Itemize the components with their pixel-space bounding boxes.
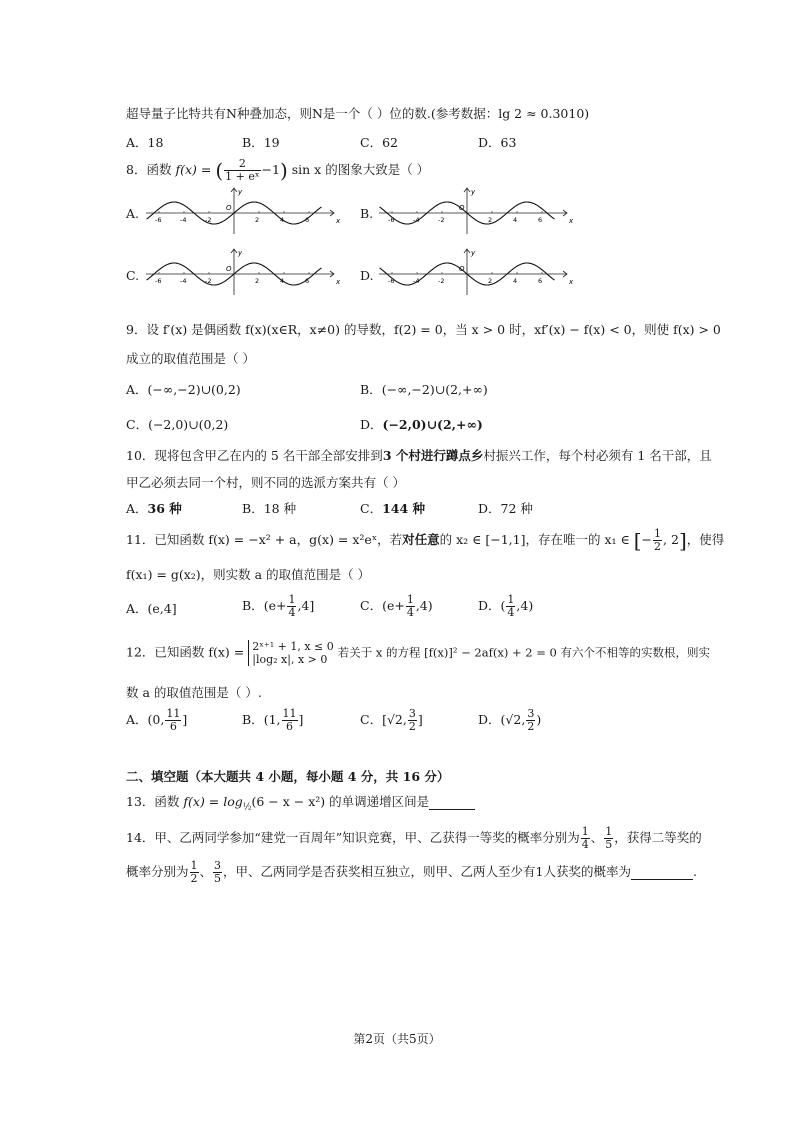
q12-stem-line1: 12．已知函数 f(x) = 2ˣ⁺¹ + 1, x ≤ 0 |log₂ x|, x > 0 若关于 x 的方程 [f(x)]² − 2af(x) + 2 = 0 有六个不相等的实数根，则实 bbox=[126, 640, 710, 666]
q12-option-c: C．[√2, $\frac{3}{2}$ ] bbox=[360, 707, 423, 733]
q8-graph-d bbox=[375, 247, 575, 297]
tick-label: 6 bbox=[305, 216, 310, 224]
q13-answer-blank[interactable] bbox=[429, 794, 475, 810]
tick-label: 6 bbox=[538, 277, 543, 285]
q11-option-b: B．(e+ $\frac{1}{4}$ ,4] bbox=[242, 593, 315, 619]
q13-stem: 13．函数 $f(x) = \log_{\frac{1}{2}}(6 - x - x^2)$ 的单调递增区间是 bbox=[126, 792, 475, 813]
q14-stem-line2: 概率分别为 $\frac{1}{2}$ 、 $\frac{3}{5}$ ，甲、乙两同学是否获奖相互独立，则甲、乙两人至少有1人获奖的概率为 . bbox=[126, 859, 697, 885]
q12-stem-line2: 数 a 的取值范围是（ ）. bbox=[126, 685, 262, 700]
q14-stem-line1: 14．甲、乙两同学参加“建党一百周年”知识竞赛，甲、乙获得一等奖的概率分别为 $\frac{1}{4}$ 、 $\frac{1}{5}$ ，获得二等奖的 bbox=[126, 825, 702, 851]
y-axis-label: y bbox=[238, 188, 243, 196]
q11-option-a: A．(e,4] bbox=[126, 601, 177, 616]
tick-label: 4 bbox=[280, 277, 285, 285]
q12-option-a: A．(0, $\frac{11}{6}$ ] bbox=[126, 707, 188, 733]
section-title-fill-in: 二、填空题（本大题共 4 小题，每小题 4 分，共 16 分） bbox=[126, 769, 450, 784]
q11-stem-line1: 11．已知函数 f(x) = −x² + a，g(x) = x²eˣ，若对任意的 x₂ ∈ [−1,1]，存在唯一的 x₁ ∈ [− $\frac{1}{2}$ , 2]，使得 bbox=[126, 527, 725, 553]
q7-stem: 超导量子比特共有N种叠加态，则N是一个（ ）位的数.(参考数据：lg 2 ≈ 0.3010) bbox=[126, 106, 590, 121]
q10-option-d: D．72 种 bbox=[478, 501, 533, 516]
q9-option-a: A．(−∞,−2)∪(0,2) bbox=[126, 382, 241, 397]
tick-label: -4 bbox=[180, 277, 187, 285]
y-axis-label: y bbox=[238, 249, 243, 257]
origin-label: O bbox=[226, 204, 232, 212]
q10-option-c: C．144 种 bbox=[360, 501, 426, 516]
tick-label: 4 bbox=[513, 277, 518, 285]
q12-piecewise: 2ˣ⁺¹ + 1, x ≤ 0 |log₂ x|, x > 0 bbox=[248, 640, 334, 666]
x-axis-label: x bbox=[336, 217, 341, 225]
tick-label: -4 bbox=[413, 277, 420, 285]
x-axis-label: x bbox=[336, 278, 341, 286]
q9-option-b: B．(−∞,−2)∪(2,+∞) bbox=[360, 382, 488, 397]
q8-graph-a-label: A. bbox=[126, 206, 140, 221]
tick-label: -4 bbox=[413, 216, 420, 224]
origin-label: O bbox=[226, 265, 232, 273]
q9-option-d: D．(−2,0)∪(2,+∞) bbox=[360, 417, 483, 432]
q12-option-b: B．(1, $\frac{11}{6}$ ] bbox=[242, 707, 304, 733]
x-axis-label: x bbox=[569, 217, 574, 225]
tick-label: -2 bbox=[205, 277, 212, 285]
q8-graph-b-label: B. bbox=[360, 206, 374, 221]
q8-graph-d-label: D. bbox=[360, 268, 374, 283]
origin-label: O bbox=[459, 204, 465, 212]
q14-answer-blank[interactable] bbox=[631, 864, 693, 880]
q8-fraction: $\frac{2}{\text{1 + eˣ}}$ bbox=[225, 157, 260, 183]
q11-stem-line2: f(x₁) = g(x₂)，则实数 a 的取值范围是（ ） bbox=[126, 567, 371, 582]
tick-label: -6 bbox=[388, 277, 395, 285]
q10-option-a: A．36 种 bbox=[126, 501, 182, 516]
q7-option-b: B．19 bbox=[242, 135, 280, 150]
tick-label: 2 bbox=[255, 277, 260, 285]
tick-label: 2 bbox=[488, 277, 493, 285]
tick-label: 4 bbox=[513, 216, 518, 224]
q8-stem: 8．函数 f(x) = ( $\frac{2}{\text{1 + eˣ}}$ −1) sin x 的图象大致是（ ） bbox=[126, 157, 430, 183]
q8-graph-c bbox=[142, 247, 342, 297]
q9-option-c: C．(−2,0)∪(0,2) bbox=[126, 417, 229, 432]
q8-graph-a bbox=[142, 186, 342, 236]
tick-label: -2 bbox=[438, 277, 445, 285]
q7-option-c: C．62 bbox=[360, 135, 398, 150]
tick-label: -6 bbox=[155, 277, 162, 285]
q8-graph-b bbox=[375, 186, 575, 236]
q11-option-c: C．(e+ $\frac{1}{4}$ ,4) bbox=[360, 593, 433, 619]
tick-label: 6 bbox=[538, 216, 543, 224]
x-axis-label: x bbox=[569, 278, 574, 286]
tick-label: -6 bbox=[155, 216, 162, 224]
tick-label: 6 bbox=[305, 277, 310, 285]
q8-graph-c-label: C. bbox=[126, 268, 140, 283]
tick-label: -4 bbox=[180, 216, 187, 224]
y-axis-label: y bbox=[471, 249, 476, 257]
q12-option-d: D．(√2, $\frac{3}{2}$ ) bbox=[478, 707, 542, 733]
origin-label: O bbox=[459, 265, 465, 273]
tick-label: 2 bbox=[255, 216, 260, 224]
q11-option-d: D．( $\frac{1}{4}$ ,4) bbox=[478, 593, 534, 619]
tick-label: 2 bbox=[488, 216, 493, 224]
q7-option-d: D．63 bbox=[478, 135, 517, 150]
tick-label: -2 bbox=[438, 216, 445, 224]
tick-label: -6 bbox=[388, 216, 395, 224]
q10-option-b: B．18 种 bbox=[242, 501, 297, 516]
q7-option-a: A．18 bbox=[126, 135, 164, 150]
tick-label: 4 bbox=[280, 216, 285, 224]
tick-label: -2 bbox=[205, 216, 212, 224]
y-axis-label: y bbox=[471, 188, 476, 196]
q9-stem-line1: 9．设 f′(x) 是偶函数 f(x)(x∈R，x≠0) 的导数，f(2) = 0，当 x > 0 时，xf′(x) − f(x) < 0，则使 f(x) > 0 bbox=[126, 322, 721, 337]
q9-stem-line2: 成立的取值范围是（ ） bbox=[126, 351, 255, 366]
q10-stem-line2: 甲乙必须去同一个村，则不同的选派方案共有（ ） bbox=[126, 475, 405, 490]
q10-stem-line1: 10．现将包含甲乙在内的 5 名干部全部安排到3 个村进行蹲点乡村振兴工作，每个村必须有 1 名干部，且 bbox=[126, 448, 712, 463]
page-footer: 第2页（共5页） bbox=[353, 1032, 441, 1046]
